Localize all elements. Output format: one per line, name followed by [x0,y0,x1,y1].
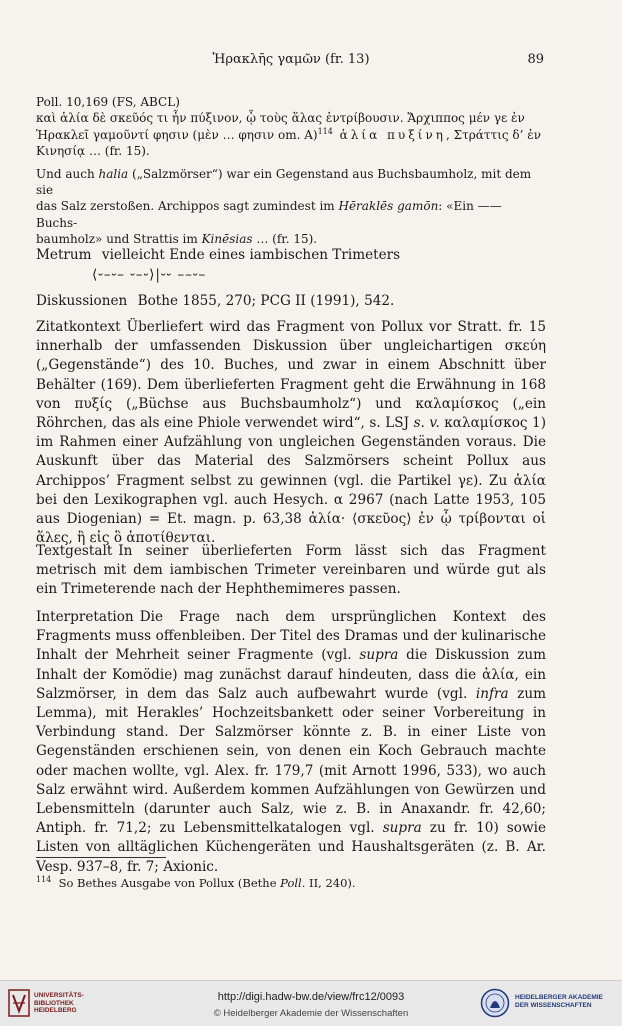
zitatkontext-p1: Überliefert wird das Fragment von Pollux vor Stratt. fr. 15 innerhalb der umfassenden Diskussion über ungleichartigen σκεύη („Gegenstände“) des 10. Buches, und zwar in einem Abschnitt über Behälter (169). Dem überlieferten Fragment geht die Erwähnung in 168 von πυξίς („Büchse aus Buchsbaumholz“) und καλαμίσκος („ein Röhrchen, das als eine Phiole verwendet wird“, s. LSJ [36,319,546,432]
interp-i3: supra [382,820,422,837]
library-line-2: BIBLIOTHEK [34,999,74,1007]
page-number: 89 [527,52,544,67]
zitatkontext-section [36,318,546,548]
footnote-ref: 114 [317,126,333,136]
trans-3b: Kinēsias [201,232,253,247]
interp-t4: zu fr. 10) sowie Listen von alltäglichen Küchengeräten und Haushaltsgeräten (z. B. Ar. Vesp. 937–8, fr. 7; Axionic. [36,820,546,875]
academy-name[interactable] [515,994,603,1010]
library-line-3: HEIDELBERG [34,1007,77,1014]
translation-line-2 [36,198,546,231]
greek-line-2c: , Στράττις δ’ ἐν [446,127,542,142]
interpretation-heading: Interpretation [36,609,134,625]
greek-line-1: καὶ ἁλία δὲ σκεῦός τι ἦν πύξινον, ᾧ τοὺς ἅλας ἐντρίβουσιν. Ἄρχιππος μέν γε ἐν [36,111,525,126]
metrum-section [36,246,546,265]
trans-2c: : «Ein —— Buchs- [36,199,502,230]
trans-2a: das Salz zerstoßen. Archippos sagt zumindest im [36,199,339,214]
trans-2b: Hēraklēs gamōn [338,199,439,214]
testimony-source: Poll. 10,169 (FS, ABCL) [36,95,180,109]
trans-1c: („Salzmörser“) war ein Gegenstand aus Buchsbaumholz, mit dem sie [36,166,532,198]
interp-i2: infra [475,685,509,702]
footnote-text-b: Poll. [280,876,306,890]
metrical-scheme: ⟨⏑–⏑– ⏑–⏑⟩|⏑⏑ ––⏑– [92,267,207,283]
interp-t3: zum Lemma), mit Herakles’ Hochzeitsbankett oder seiner Vorbereitung in Verbindung stand. Der Salzmörser könnte z. B. in einer Liste von Gegenständen erschienen sein, von denen ein Koch Gebrauch machte oder machen wollte, vgl. Alex. fr. 179,7 (mit Arnott 1996, 533), wo auch Salz erwähnt wird. Außerdem kommen Aufzählungen von Gewürzen und Lebensmitteln (darunter auch Salz, wie z. B. in Anaxandr. fr. 42,60; Antiph. fr. 71,2; zu Lebensmittelkatalogen vgl. [36,685,546,837]
zitatkontext-sv: s. v. [413,415,440,432]
textgestalt-heading: Textgestalt [36,543,113,559]
zitatkontext-heading: Zitatkontext [36,319,121,335]
interp-t2: die Diskussion zum Inhalt der Komödie) mag zunächst darauf hindeuten, dass die ἁλία, ein Salzmörser, in dem das Salz auch aufbewahrt wurde (vgl. [36,647,547,702]
trans-1a: Und auch [36,166,99,181]
footnote-text-a: So Bethes Ausgabe von Pollux (Bethe [58,876,281,890]
diskussionen-text: Bothe 1855, 270; PCG II (1991), 542. [137,293,395,309]
fragment-text: ἁλία πυξίνη [332,127,446,142]
footnote-text-c: II, 240). [305,876,356,890]
translation-line-1 [36,166,546,199]
greek-line-2 [36,127,546,143]
copyright-notice: © Heidelberger Akademie der Wissenschaften [213,1008,409,1019]
greek-line-2a: Ἡρακλεῖ γαμοῦντί φησιν (μὲν … φησιν om. A) [36,127,318,142]
trans-3c: … (fr. 15). [252,232,318,247]
library-line-1: UNIVERSITÄTS- [34,992,84,999]
viewer-footer [0,980,622,1026]
running-title: Ἡρακλῆς γαμῶν (fr. 13) [212,52,370,67]
testimony-block [36,94,546,248]
trans-3a: baumholz» und Strattis im [36,232,202,247]
diskussionen-section [36,292,546,311]
footnote-number: 114 [36,875,52,885]
interp-t1: Die Frage nach dem ursprünglichen Kontext des Fragments muss offenbleiben. Der Titel des Dramas und der kulinarische Inhalt der Mehrheit seiner Fragmente (vgl. [36,609,546,664]
greek-line-3: Κινησίᾳ … (fr. 15). [36,144,150,159]
trans-1b: halia [98,166,129,181]
footnote [36,876,356,890]
academy-seal-icon[interactable] [480,988,510,1018]
academy-line-1: HEIDELBERGER AKADEMIE [515,994,603,1001]
footnote-rule [36,857,166,858]
interp-i1: supra [359,647,399,664]
academy-line-2: DER WISSENSCHAFTEN [515,1002,592,1009]
textgestalt-text: In seiner überlieferten Form lässt sich das Fragment metrisch mit dem iambischen Trimeter vereinbaren und würde gut als ein Trimeterende nach der Hephthemimeres passen. [36,543,546,598]
diskussionen-heading: Diskussionen [36,293,128,309]
interpretation-section [36,608,546,877]
metrum-heading: Metrum [36,247,92,263]
zitatkontext-p2: καλαμίσκος 1) im Rahmen einer Aufzählung von ungleichen Gegenständen voraus. Die Auskunft über das Material des Salzmörsers scheint Pollux aus Archippos’ Fragment selbst zu gewinnen (vgl. die Partikel γε). Zu ἁλία bei den Lexikographen vgl. auch Hesych. α 2967 (nach Latte 1953, 105 aus Diogenian) = Et. magn. p. 63,38 ἁλία· ⟨σκεῦος⟩ ἐν ᾧ τρίβονται οἱ ἅλες, ἢ εἰς ὃ ἀποτίθενται. [36,415,546,547]
metrum-text: vielleicht Ende eines iambischen Trimeters [101,247,401,263]
textgestalt-section [36,542,546,600]
permalink-url[interactable]: http://digi.hadw-bw.de/view/frc12/0093 [217,991,405,1003]
